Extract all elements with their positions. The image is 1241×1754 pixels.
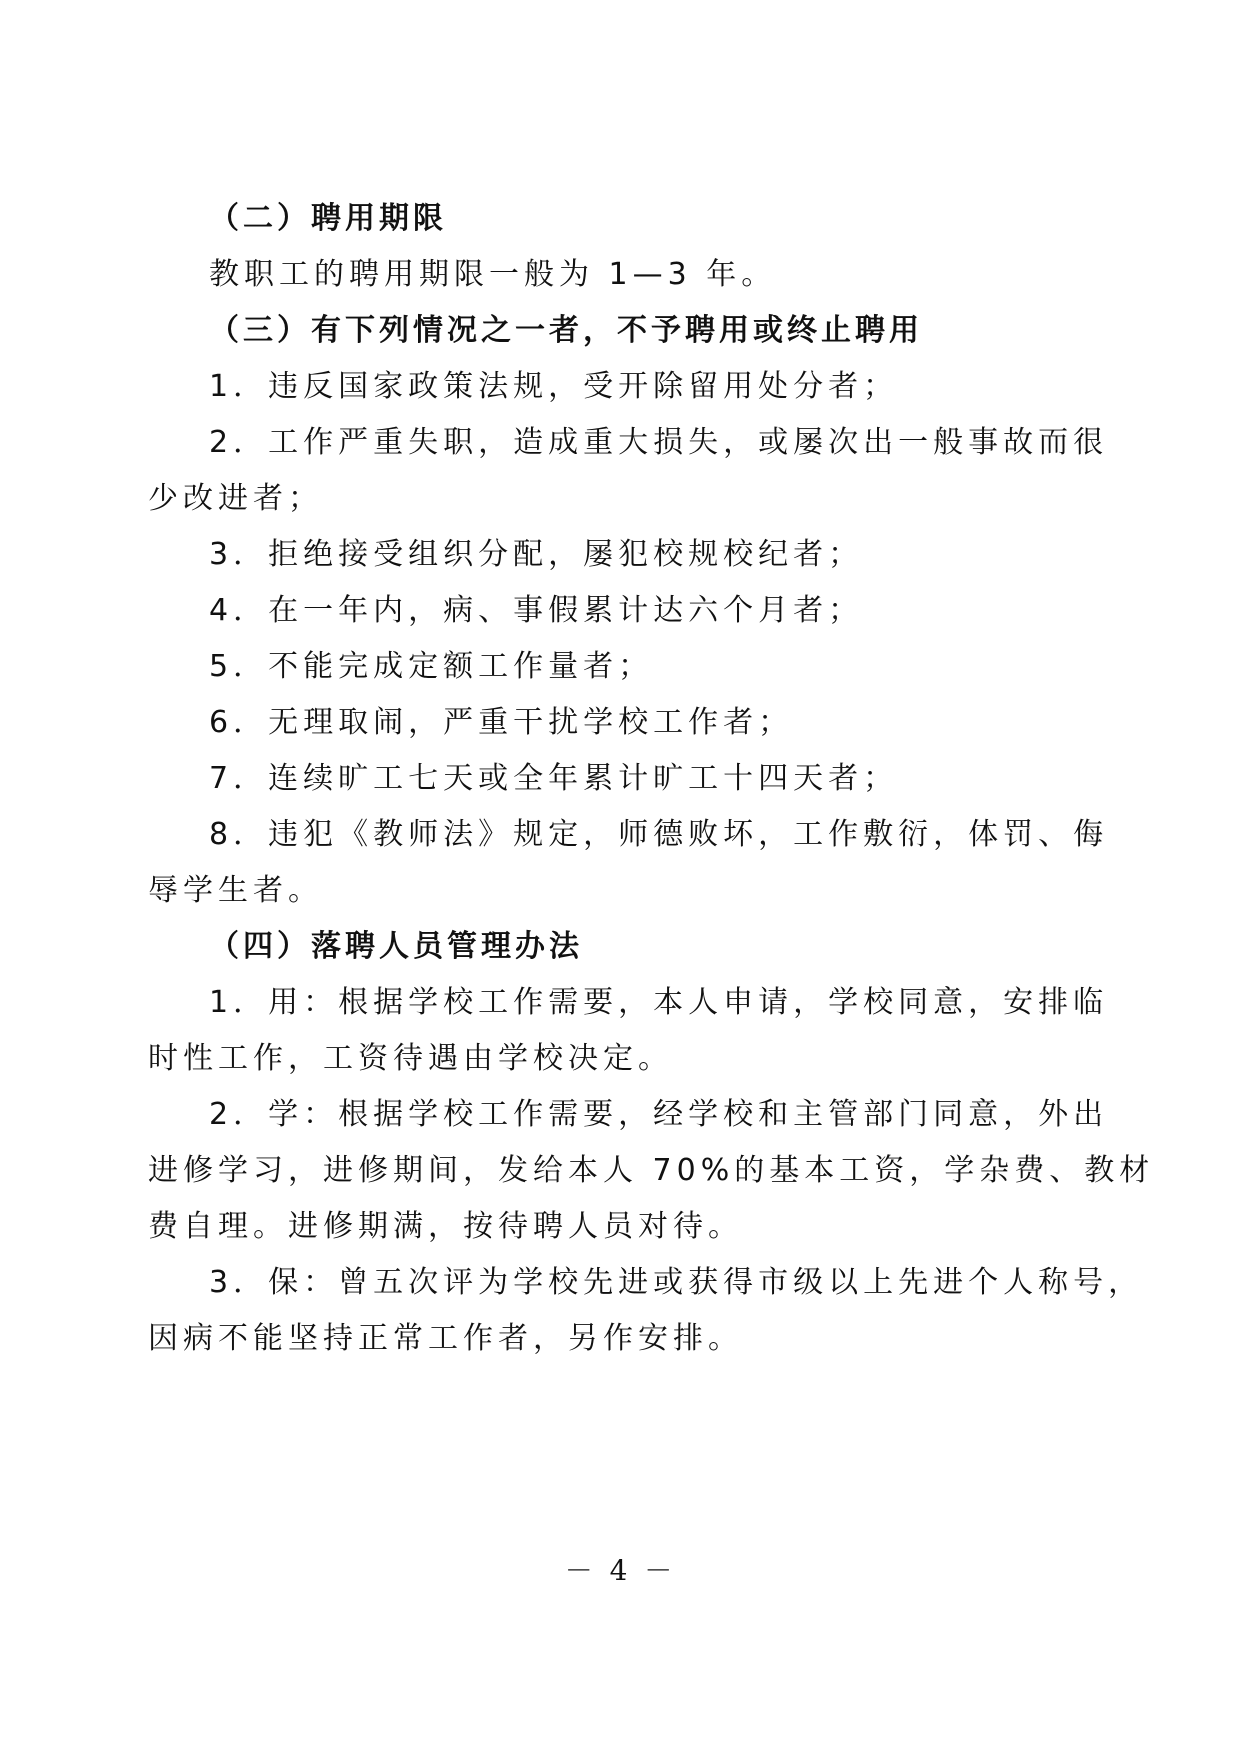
list-item: 5．不能完成定额工作量者； <box>209 649 654 684</box>
list-item: 3．拒绝接受组织分配，屡犯校规校纪者； <box>209 537 864 572</box>
list-item: 2．学：根据学校工作需要，经学校和主管部门同意，外出 <box>209 1097 1109 1132</box>
list-item: 2．工作严重失职，造成重大损失，或屡次出一般事故而很 <box>209 425 1109 460</box>
paragraph-line: 教职工的聘用期限一般为 1—3 年。 <box>209 257 777 292</box>
list-item: 6．无理取闹，严重干扰学校工作者； <box>209 705 794 740</box>
list-item: 1．用：根据学校工作需要，本人申请，学校同意，安排临 <box>209 985 1109 1020</box>
list-item-continuation: 时性工作，工资待遇由学校决定。 <box>148 1041 673 1076</box>
section-heading-management: （四）落聘人员管理办法 <box>209 929 583 964</box>
list-item-continuation: 进修学习，进修期间，发给本人 70%的基本工资，学杂费、教材 <box>148 1153 1155 1188</box>
list-item-continuation: 少改进者； <box>148 481 323 516</box>
list-item-continuation: 辱学生者。 <box>148 873 323 908</box>
list-item: 4．在一年内，病、事假累计达六个月者； <box>209 593 864 628</box>
section-heading-conditions: （三）有下列情况之一者，不予聘用或终止聘用 <box>209 313 923 348</box>
list-item: 7．连续旷工七天或全年累计旷工十四天者； <box>209 761 899 796</box>
list-item: 8．违犯《教师法》规定，师德败坏，工作敷衍，体罚、侮 <box>209 817 1109 852</box>
page-number: － 4 － <box>564 1554 677 1587</box>
list-item-continuation: 费自理。进修期满，按待聘人员对待。 <box>148 1209 743 1244</box>
list-item: 3．保：曾五次评为学校先进或获得市级以上先进个人称号， <box>209 1265 1144 1300</box>
list-item: 1．违反国家政策法规，受开除留用处分者； <box>209 369 899 404</box>
section-heading-term: （二）聘用期限 <box>209 201 447 236</box>
list-item-continuation: 因病不能坚持正常工作者，另作安排。 <box>148 1321 743 1356</box>
